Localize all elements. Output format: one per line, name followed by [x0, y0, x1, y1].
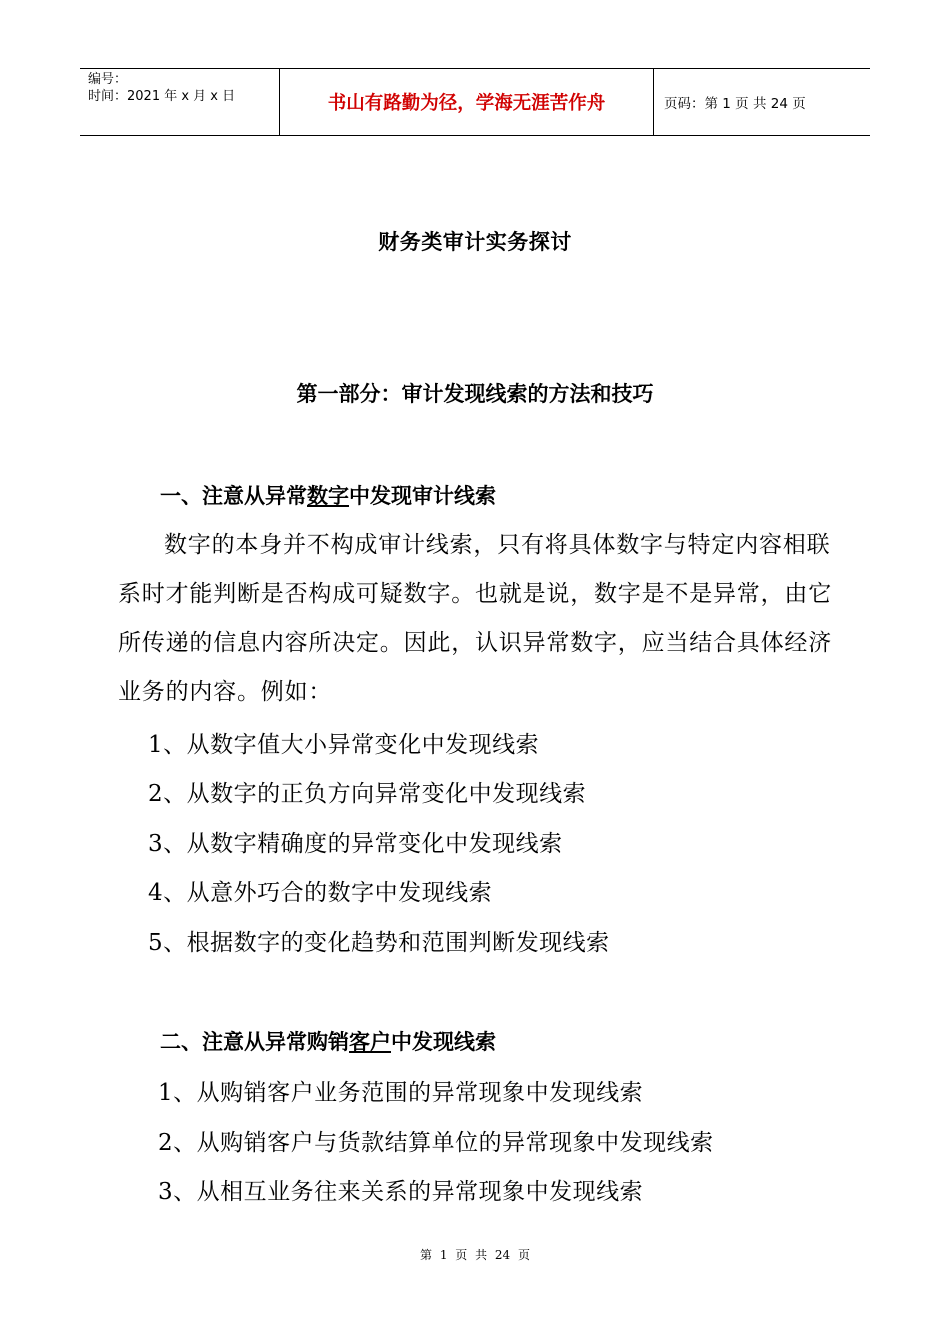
section1-item: 3、从数字精确度的异常变化中发现线索 — [148, 831, 563, 857]
header-slogan: 书山有路勤为径，学海无涯苦作舟 — [280, 69, 654, 135]
section1-heading-pre: 一、注意从异常 — [160, 484, 307, 508]
section1-item: 1、从数字值大小异常变化中发现线索 — [148, 732, 540, 758]
number-label: 编号： — [88, 72, 128, 87]
section2-item: 1、从购销客户业务范围的异常现象中发现线索 — [158, 1080, 644, 1106]
section1-item: 5、根据数字的变化趋势和范围判断发现线索 — [148, 930, 610, 956]
section1-item: 4、从意外巧合的数字中发现线索 — [148, 880, 493, 906]
section2-item: 2、从购销客户与货款结算单位的异常现象中发现线索 — [158, 1130, 714, 1156]
section1-heading-underlined: 数字 — [307, 484, 349, 508]
section2-heading — [160, 1026, 496, 1056]
page-footer: 第 1 页 共 24 页 — [420, 1248, 530, 1262]
section2-heading-post: 中发现线索 — [391, 1030, 496, 1054]
header-meta-cell — [80, 69, 280, 135]
section2-heading-pre: 二、注意从异常购销 — [160, 1030, 349, 1054]
section2-item: 3、从相互业务往来关系的异常现象中发现线索 — [158, 1179, 644, 1205]
section2-heading-underlined: 客户 — [349, 1030, 391, 1054]
part-title: 第一部分：审计发现线索的方法和技巧 — [296, 382, 654, 406]
header-table — [80, 68, 870, 136]
section1-item: 2、从数字的正负方向异常变化中发现线索 — [148, 781, 587, 807]
document-title: 财务类审计实务探讨 — [378, 230, 572, 254]
header-page-info: 页码：第 1 页 共 24 页 — [664, 96, 806, 112]
time-label: 时间：2021 年 x 月 x 日 — [88, 89, 236, 104]
section1-heading — [160, 480, 496, 510]
section1-paragraph: 数字的本身并不构成审计线索，只有将具体数字与特定内容相联系时才能判断是否构成可疑数字。也就是说，数字是不是异常，由它所传递的信息内容所决定。因此，认识异常数字，应当结合具体经济业务的内容。例如： — [118, 532, 832, 705]
section1-heading-post: 中发现审计线索 — [349, 484, 496, 508]
